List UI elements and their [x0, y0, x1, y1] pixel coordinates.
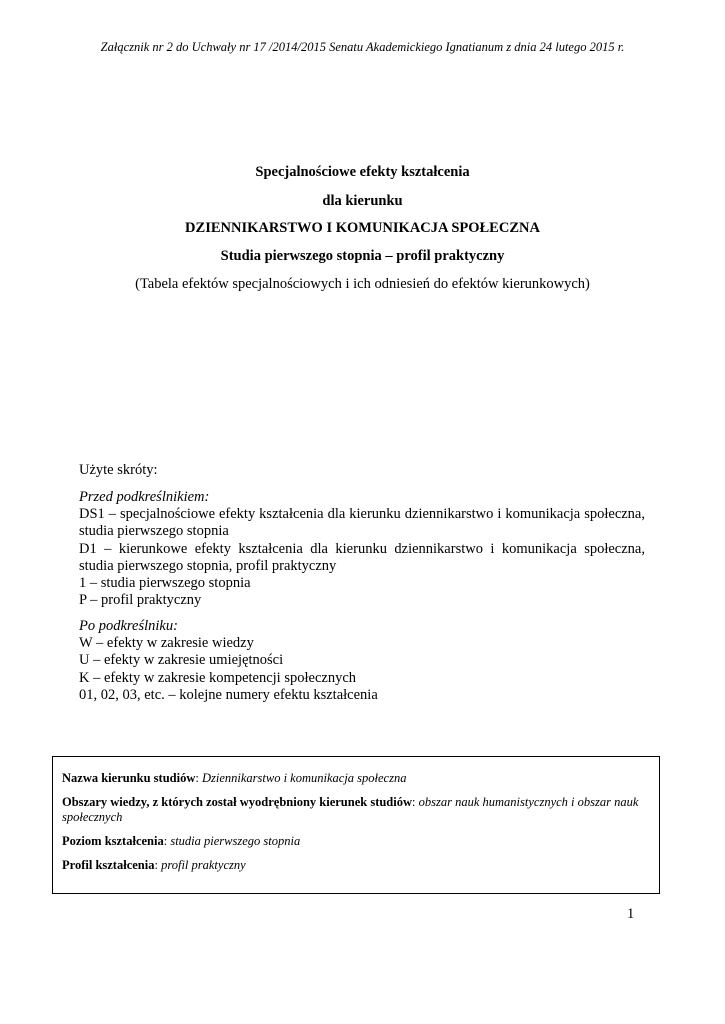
field-name-label: Nazwa kierunku studiów	[62, 771, 196, 785]
areas-row: Obszary wiedzy, z których został wyodrębniony kierunek studiów: obszar nauk humanistycznych i obszar nauk społecznych	[62, 795, 639, 824]
study-info-box	[52, 756, 660, 894]
abbrev-item-p: P – profil praktyczny	[79, 592, 202, 609]
title-line-2: dla kierunku	[322, 193, 403, 209]
abbrev-item-k: K – efekty w zakresie kompetencji społecznych	[79, 669, 357, 686]
level-label: Poziom kształcenia	[62, 834, 164, 848]
abbrev-item-u: U – efekty w zakresie umiejętności	[79, 652, 284, 669]
areas-value: obszar nauk humanistycznych i obszar nauk społecznych	[62, 795, 639, 824]
level-value: studia pierwszego stopnia	[170, 834, 301, 848]
abbrev-item-d1: D1 – kierunkowe efekty kształcenia dla kierunku dziennikarstwo i komunikacja społeczna, studia pierwszego stopnia, profil praktyczny	[79, 540, 645, 574]
abbrev-item-ds1: DS1 – specjalnościowe efekty kształcenia dla kierunku dziennikarstwo i komunikacja społeczna, studia pierwszego stopnia	[79, 506, 645, 540]
abbreviations-after-section	[79, 618, 645, 704]
level-row: Poziom kształcenia: studia pierwszego stopnia	[62, 834, 301, 848]
before-underscore-label: Przed podkreślnikiem:	[79, 489, 210, 505]
title-line-3: DZIENNIKARSTWO I KOMUNIKACJA SPOŁECZNA	[185, 220, 540, 236]
header-note: Załącznik nr 2 do Uchwały nr 17 /2014/2015 Senatu Akademickiego Ignatianum z dnia 24 lutego 2015 r.	[100, 40, 625, 54]
profile-label: Profil kształcenia	[62, 858, 155, 872]
abbrev-item-w: W – efekty w zakresie wiedzy	[79, 635, 254, 652]
field-name-value: Dziennikarstwo i komunikacja społeczna	[201, 771, 407, 785]
field-name-row: Nazwa kierunku studiów: Dziennikarstwo i komunikacja społeczna	[62, 771, 407, 785]
areas-label: Obszary wiedzy, z których został wyodrębniony kierunek studiów	[62, 795, 413, 809]
title-line-4: Studia pierwszego stopnia – profil praktyczny	[220, 248, 505, 264]
abbrev-item-1: 1 – studia pierwszego stopnia	[79, 575, 251, 592]
abbreviations-before-section	[79, 489, 645, 609]
title-line-5: (Tabela efektów specjalnościowych i ich odniesień do efektów kierunkowych)	[135, 276, 590, 292]
page-number: 1	[627, 906, 635, 922]
abbrev-item-numbers: 01, 02, 03, etc. – kolejne numery efektu kształcenia	[79, 686, 378, 703]
title-line-1: Specjalnościowe efekty kształcenia	[255, 164, 470, 180]
profile-row: Profil kształcenia: profil praktyczny	[62, 858, 246, 872]
profile-value: profil praktyczny	[161, 858, 246, 872]
abbreviations-heading: Użyte skróty:	[79, 462, 158, 478]
after-underscore-label: Po podkreślniku:	[79, 618, 178, 634]
